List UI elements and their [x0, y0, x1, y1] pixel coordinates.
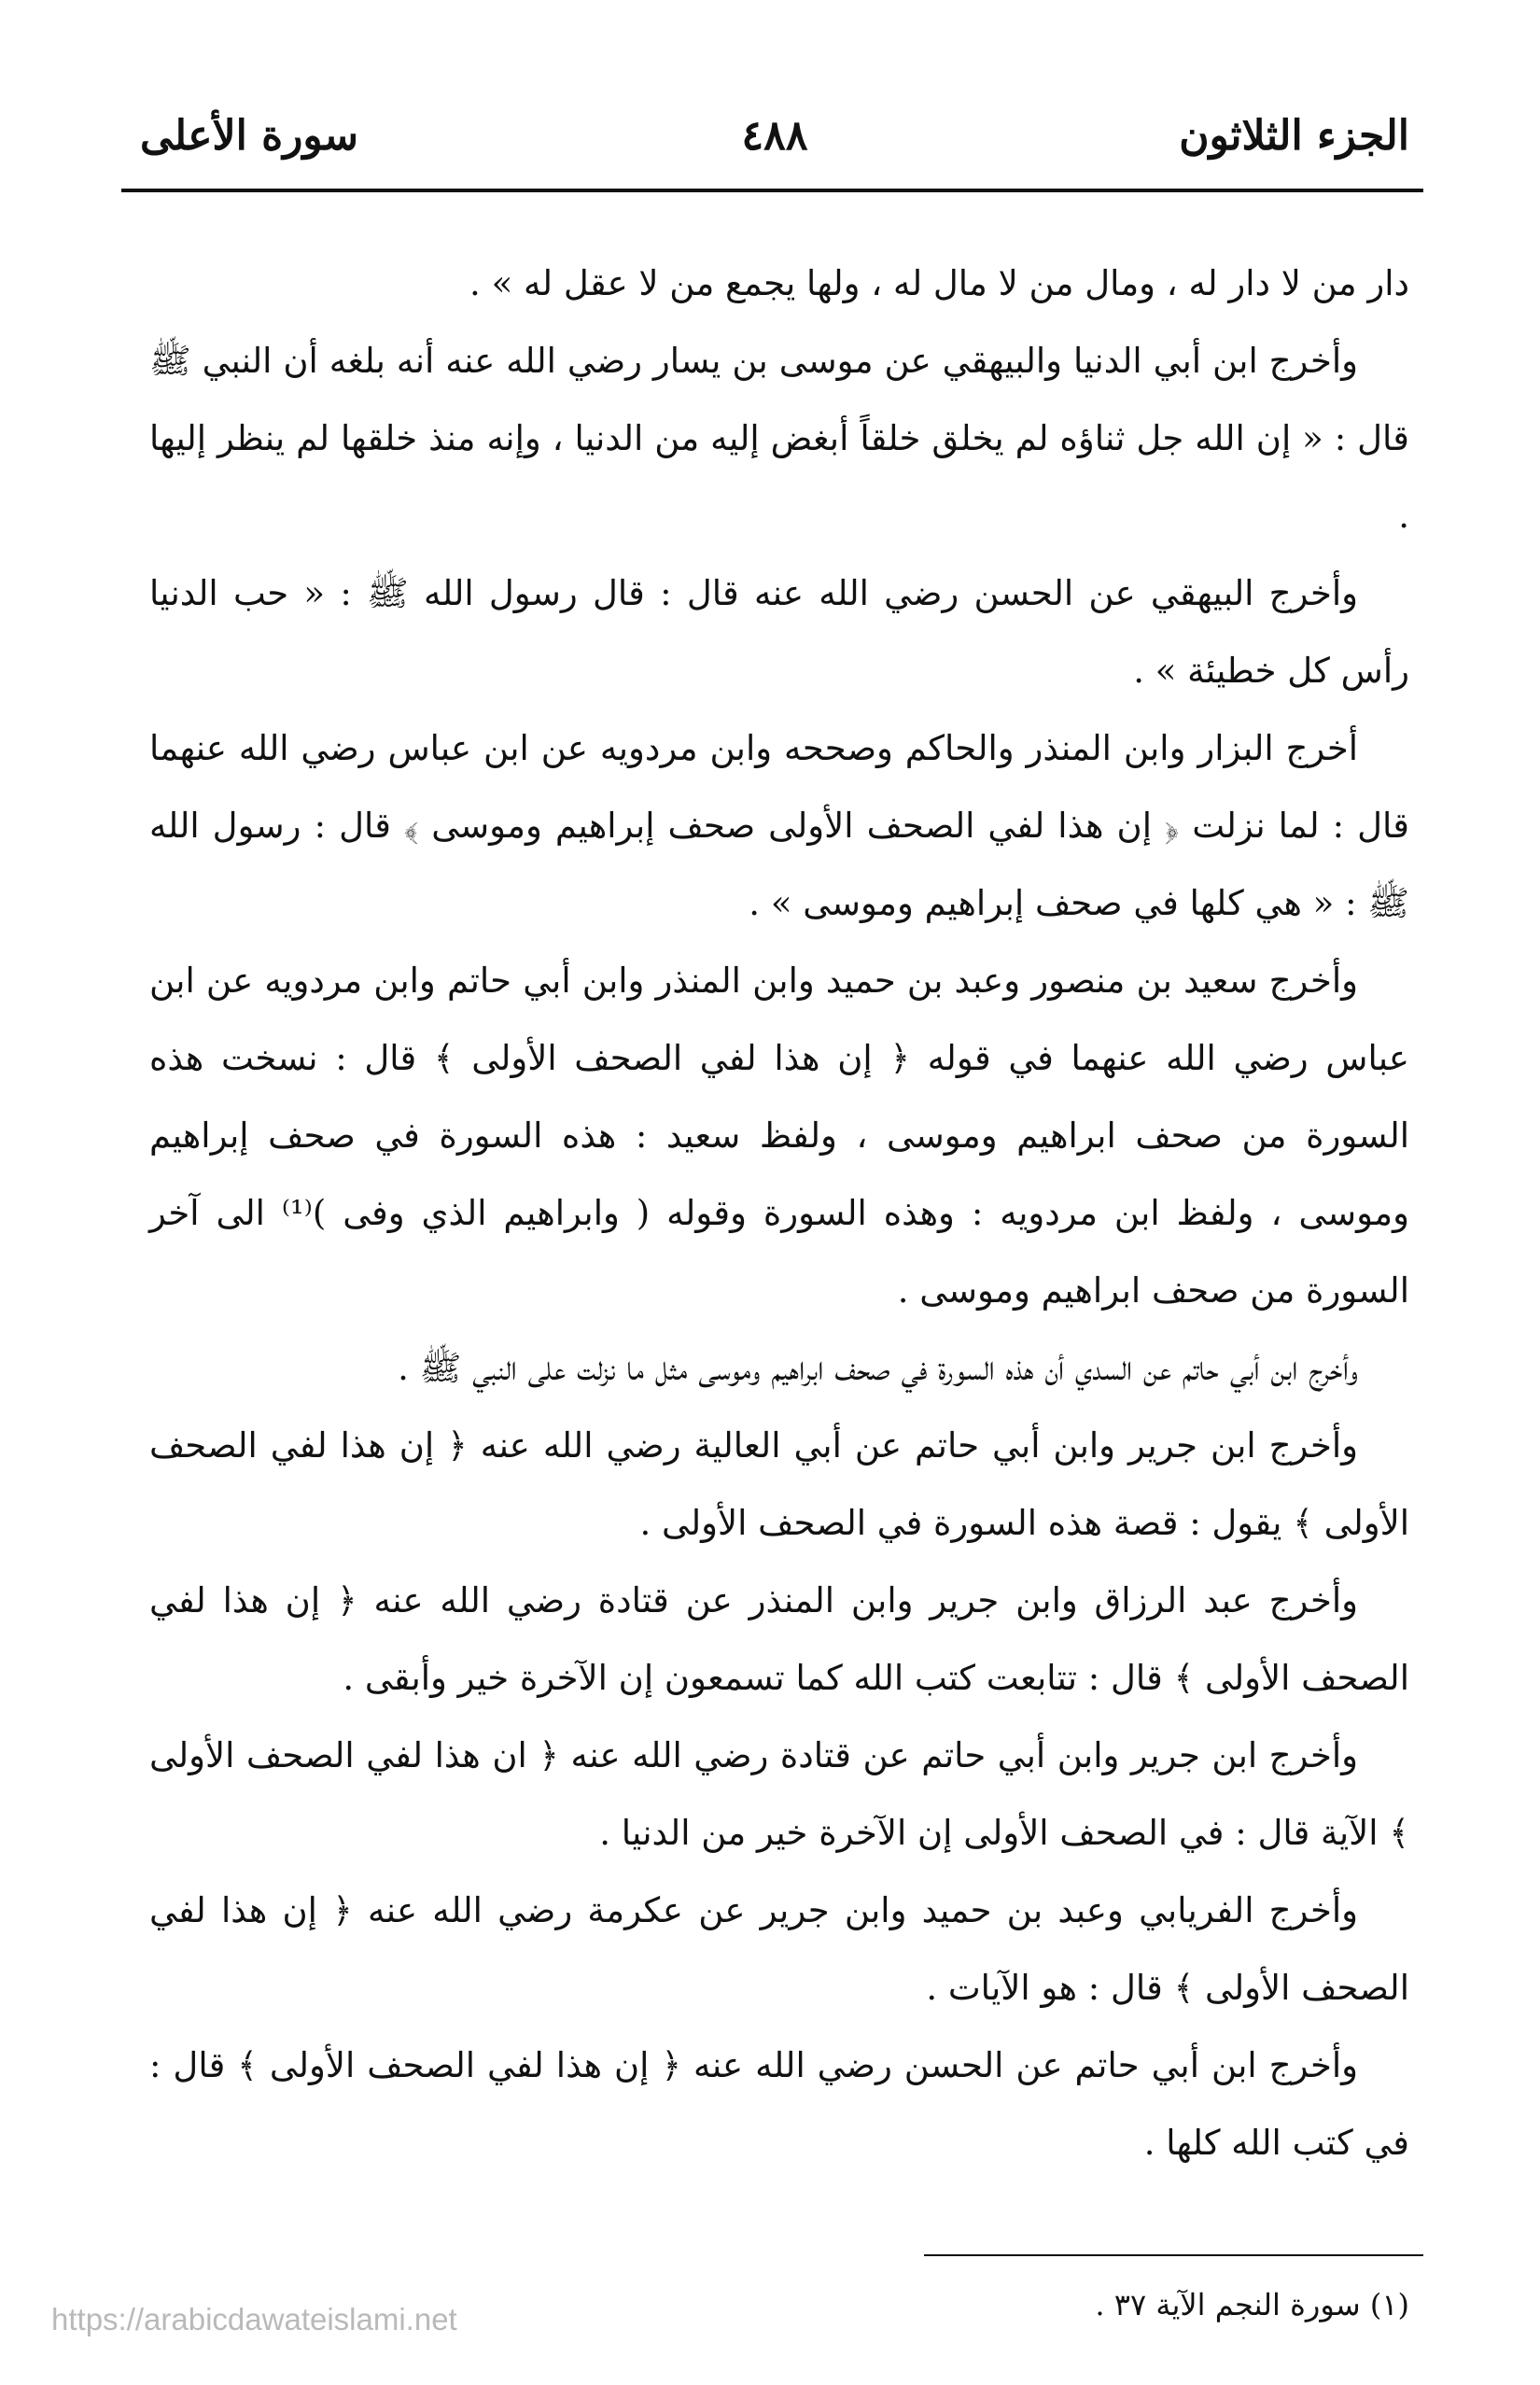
paragraph: وأخرج ابن جرير وابن أبي حاتم عن قتادة رضي الله عنه ﴿ ان هذا لفي الصحف الأولى ﴾ الآية قال : في الصحف الأولى إن الآخرة خير من الدنيا .	[149, 1735, 1409, 1853]
surah-title: سورة الأعلى	[140, 112, 359, 160]
body-text	[149, 245, 1409, 2182]
paragraph: أخرج البزار وابن المنذر والحاكم وصححه وابن مردويه عن ابن عباس رضي الله عنهما قال : لما نزلت ﴿ إن هذا لفي الصحف الأولى صحف إبراهيم وموسى ﴾ قال : رسول الله ﷺ : « هي كلها في صحف إبراهيم وموسى » .	[149, 728, 1409, 923]
paragraph: دار من لا دار له ، ومال من لا مال له ، ولها يجمع من لا عقل له » .	[469, 263, 1409, 303]
page-number: ٤٨٨	[741, 112, 808, 160]
paragraph: وأخرج سعيد بن منصور وعبد بن حميد وابن المنذر وابن أبي حاتم وابن مردويه عن ابن عباس رضي الله عنهما في قوله ﴿ إن هذا لفي الصحف الأولى ﴾ قال : نسخت هذه السورة من صحف ابراهيم وموسى ، ولفظ سعيد : هذه السورة في صحف إبراهيم وموسى ، ولفظ ابن مردويه : وهذه السورة وقوله ( وابراهيم الذي وفى )⁽¹⁾ الى آخر السورة من صحف ابراهيم وموسى .	[149, 961, 1409, 1311]
page-header	[140, 103, 1409, 177]
footnote: (١) سورة النجم الآية ٣٧ .	[1095, 2287, 1409, 2322]
paragraph: وأخرج ابن أبي الدنيا والبيهقي عن موسى بن يسار رضي الله عنه أنه بلغه أن النبي ﷺ قال : « إن الله جل ثناؤه لم يخلق خلقاً أبغض إليه من الدنيا ، وإنه منذ خلقها لم ينظر إليها .	[149, 341, 1409, 536]
paragraph: وأخرج الفريابي وعبد بن حميد وابن جرير عن عكرمة رضي الله عنه ﴿ إن هذا لفي الصحف الأولى ﴾ قال : هو الآيات .	[149, 1890, 1409, 2008]
paragraph: وأخرج ابن أبي حاتم عن الحسن رضي الله عنه ﴿ إن هذا لفي الصحف الأولى ﴾ قال : في كتب الله كلها .	[149, 2045, 1409, 2163]
watermark-url: https://arabicdawateislami.net	[51, 2302, 457, 2336]
header-divider	[121, 189, 1423, 192]
paragraph: وأخرج عبد الرزاق وابن جرير وابن المنذر عن قتادة رضي الله عنه ﴿ إن هذا لفي الصحف الأولى ﴾ قال : تتابعت كتب الله كما تسمعون إن الآخرة خير وأبقى .	[149, 1580, 1409, 1698]
paragraph: وأخرج ابن جرير وابن أبي حاتم عن أبي العالية رضي الله عنه ﴿ إن هذا لفي الصحف الأولى ﴾ يقول : قصة هذه السورة في الصحف الأولى .	[149, 1425, 1409, 1543]
part-title: الجزء الثلاثون	[1179, 112, 1409, 160]
paragraph: وأخرج ابن أبي حاتم عن السدي أن هذه السورة في صحف ابراهيم وموسى مثل ما نزلت على النبي ﷺ .	[398, 1348, 1358, 1388]
paragraph: وأخرج البيهقي عن الحسن رضي الله عنه قال : قال رسول الله ﷺ : « حب الدنيا رأس كل خطيئة » .	[149, 573, 1409, 691]
footnote-divider	[924, 2254, 1423, 2256]
